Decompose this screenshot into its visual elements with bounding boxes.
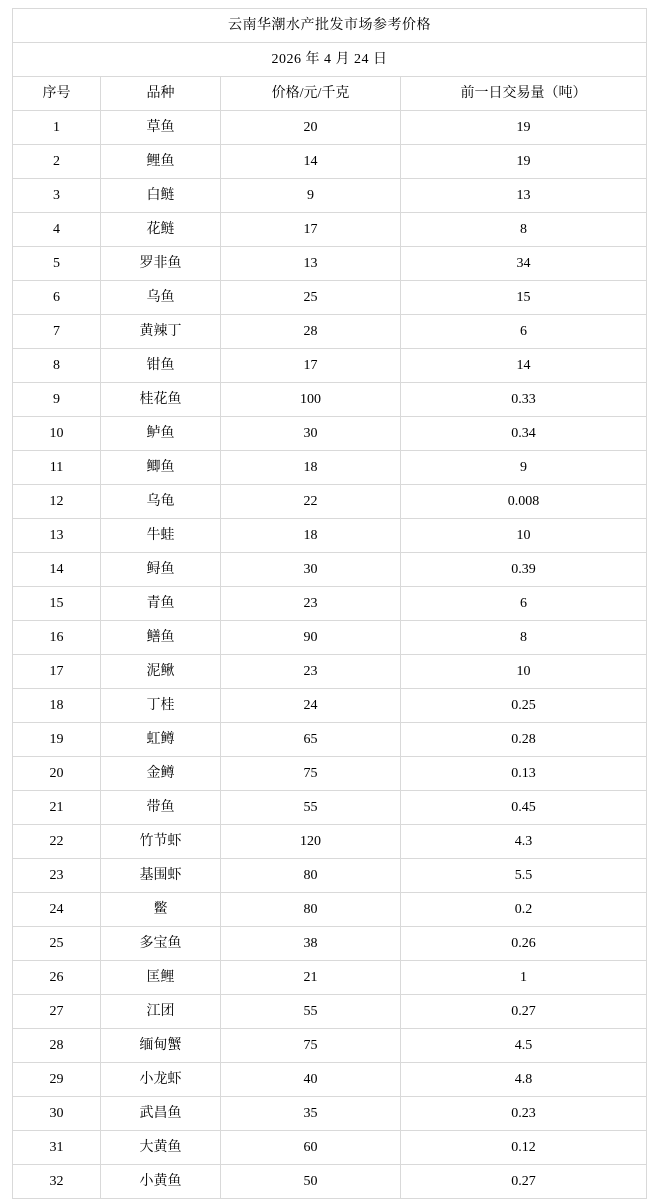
row-price: 18 (221, 451, 401, 485)
row-name: 乌鱼 (101, 281, 221, 315)
row-name: 乌龟 (101, 485, 221, 519)
row-volume: 1 (401, 961, 647, 995)
row-name: 小龙虾 (101, 1063, 221, 1097)
table-row (13, 689, 647, 723)
row-index: 32 (13, 1165, 101, 1199)
row-price: 18 (221, 519, 401, 553)
row-index: 28 (13, 1029, 101, 1063)
row-price: 24 (221, 689, 401, 723)
row-price: 100 (221, 383, 401, 417)
row-volume: 0.27 (401, 995, 647, 1029)
table-row (13, 417, 647, 451)
table-row (13, 587, 647, 621)
row-price: 50 (221, 1165, 401, 1199)
row-name: 黄辣丁 (101, 315, 221, 349)
row-volume: 0.2 (401, 893, 647, 927)
table-row (13, 757, 647, 791)
table-row (13, 213, 647, 247)
table-row (13, 655, 647, 689)
row-price: 28 (221, 315, 401, 349)
row-index: 1 (13, 111, 101, 145)
row-price: 23 (221, 655, 401, 689)
row-price: 9 (221, 179, 401, 213)
price-table (12, 8, 647, 1199)
header-row (13, 77, 647, 111)
row-name: 江团 (101, 995, 221, 1029)
row-index: 5 (13, 247, 101, 281)
row-index: 21 (13, 791, 101, 825)
row-volume: 0.28 (401, 723, 647, 757)
table-row (13, 1165, 647, 1199)
row-price: 17 (221, 349, 401, 383)
table-row (13, 179, 647, 213)
row-name: 竹节虾 (101, 825, 221, 859)
row-index: 18 (13, 689, 101, 723)
row-index: 24 (13, 893, 101, 927)
row-index: 19 (13, 723, 101, 757)
row-index: 27 (13, 995, 101, 1029)
row-price: 13 (221, 247, 401, 281)
row-name: 钳鱼 (101, 349, 221, 383)
row-volume: 10 (401, 519, 647, 553)
document-date: 2026 年 4 月 24 日 (13, 43, 647, 77)
row-name: 鳝鱼 (101, 621, 221, 655)
row-price: 23 (221, 587, 401, 621)
row-volume: 0.26 (401, 927, 647, 961)
row-index: 2 (13, 145, 101, 179)
column-header-volume: 前一日交易量（吨） (401, 77, 647, 111)
table-row (13, 145, 647, 179)
row-price: 120 (221, 825, 401, 859)
row-price: 80 (221, 893, 401, 927)
row-price: 20 (221, 111, 401, 145)
row-price: 75 (221, 757, 401, 791)
row-volume: 4.5 (401, 1029, 647, 1063)
table-row (13, 451, 647, 485)
table-row (13, 1097, 647, 1131)
row-index: 31 (13, 1131, 101, 1165)
row-name: 鲤鱼 (101, 145, 221, 179)
row-volume: 6 (401, 587, 647, 621)
row-name: 大黄鱼 (101, 1131, 221, 1165)
table-row (13, 859, 647, 893)
row-volume: 0.33 (401, 383, 647, 417)
row-name: 鳖 (101, 893, 221, 927)
row-volume: 5.5 (401, 859, 647, 893)
table-row (13, 621, 647, 655)
row-volume: 4.8 (401, 1063, 647, 1097)
row-price: 75 (221, 1029, 401, 1063)
row-index: 22 (13, 825, 101, 859)
row-index: 12 (13, 485, 101, 519)
row-volume: 0.008 (401, 485, 647, 519)
row-name: 丁桂 (101, 689, 221, 723)
row-price: 65 (221, 723, 401, 757)
row-volume: 0.34 (401, 417, 647, 451)
row-price: 38 (221, 927, 401, 961)
row-name: 鲫鱼 (101, 451, 221, 485)
row-volume: 19 (401, 145, 647, 179)
row-index: 16 (13, 621, 101, 655)
row-volume: 4.3 (401, 825, 647, 859)
table-row (13, 723, 647, 757)
row-name: 花鲢 (101, 213, 221, 247)
row-index: 10 (13, 417, 101, 451)
price-table-body (13, 9, 647, 1199)
row-name: 基围虾 (101, 859, 221, 893)
table-row (13, 791, 647, 825)
title-row (13, 9, 647, 43)
row-index: 14 (13, 553, 101, 587)
row-index: 29 (13, 1063, 101, 1097)
row-volume: 0.39 (401, 553, 647, 587)
row-price: 22 (221, 485, 401, 519)
row-index: 6 (13, 281, 101, 315)
row-price: 30 (221, 553, 401, 587)
row-volume: 34 (401, 247, 647, 281)
row-volume: 8 (401, 621, 647, 655)
table-row (13, 553, 647, 587)
row-volume: 10 (401, 655, 647, 689)
row-name: 带鱼 (101, 791, 221, 825)
row-price: 90 (221, 621, 401, 655)
row-name: 小黄鱼 (101, 1165, 221, 1199)
row-name: 缅甸蟹 (101, 1029, 221, 1063)
row-index: 8 (13, 349, 101, 383)
row-volume: 14 (401, 349, 647, 383)
table-row (13, 1063, 647, 1097)
row-volume: 6 (401, 315, 647, 349)
row-index: 7 (13, 315, 101, 349)
row-name: 牛蛙 (101, 519, 221, 553)
row-name: 白鲢 (101, 179, 221, 213)
row-price: 25 (221, 281, 401, 315)
date-row (13, 43, 647, 77)
row-index: 9 (13, 383, 101, 417)
row-index: 30 (13, 1097, 101, 1131)
row-name: 草鱼 (101, 111, 221, 145)
row-name: 泥鳅 (101, 655, 221, 689)
row-index: 13 (13, 519, 101, 553)
row-volume: 0.23 (401, 1097, 647, 1131)
row-index: 23 (13, 859, 101, 893)
row-name: 鲈鱼 (101, 417, 221, 451)
table-row (13, 111, 647, 145)
row-price: 55 (221, 995, 401, 1029)
table-row (13, 995, 647, 1029)
row-index: 26 (13, 961, 101, 995)
row-index: 17 (13, 655, 101, 689)
row-index: 20 (13, 757, 101, 791)
row-index: 25 (13, 927, 101, 961)
row-name: 鲟鱼 (101, 553, 221, 587)
row-volume: 9 (401, 451, 647, 485)
row-volume: 0.25 (401, 689, 647, 723)
row-volume: 15 (401, 281, 647, 315)
column-header-name: 品种 (101, 77, 221, 111)
table-row (13, 519, 647, 553)
row-name: 虹鳟 (101, 723, 221, 757)
row-name: 匡鲤 (101, 961, 221, 995)
row-volume: 0.27 (401, 1165, 647, 1199)
table-row (13, 281, 647, 315)
row-name: 武昌鱼 (101, 1097, 221, 1131)
table-row (13, 927, 647, 961)
table-row (13, 961, 647, 995)
table-row (13, 1131, 647, 1165)
column-header-price: 价格/元/千克 (221, 77, 401, 111)
table-row (13, 383, 647, 417)
row-price: 60 (221, 1131, 401, 1165)
row-name: 青鱼 (101, 587, 221, 621)
row-index: 3 (13, 179, 101, 213)
row-price: 80 (221, 859, 401, 893)
column-header-index: 序号 (13, 77, 101, 111)
table-row (13, 315, 647, 349)
row-price: 40 (221, 1063, 401, 1097)
row-name: 罗非鱼 (101, 247, 221, 281)
row-price: 55 (221, 791, 401, 825)
document-title: 云南华潮水产批发市场参考价格 (13, 9, 647, 43)
table-row (13, 893, 647, 927)
row-name: 金鳟 (101, 757, 221, 791)
table-row (13, 247, 647, 281)
table-row (13, 825, 647, 859)
table-row (13, 349, 647, 383)
row-price: 17 (221, 213, 401, 247)
row-name: 多宝鱼 (101, 927, 221, 961)
row-volume: 19 (401, 111, 647, 145)
table-row (13, 1029, 647, 1063)
row-volume: 0.13 (401, 757, 647, 791)
row-name: 桂花鱼 (101, 383, 221, 417)
row-index: 4 (13, 213, 101, 247)
row-volume: 8 (401, 213, 647, 247)
table-row (13, 485, 647, 519)
row-index: 11 (13, 451, 101, 485)
row-index: 15 (13, 587, 101, 621)
row-price: 14 (221, 145, 401, 179)
row-volume: 13 (401, 179, 647, 213)
row-price: 21 (221, 961, 401, 995)
row-volume: 0.45 (401, 791, 647, 825)
row-price: 35 (221, 1097, 401, 1131)
row-price: 30 (221, 417, 401, 451)
row-volume: 0.12 (401, 1131, 647, 1165)
